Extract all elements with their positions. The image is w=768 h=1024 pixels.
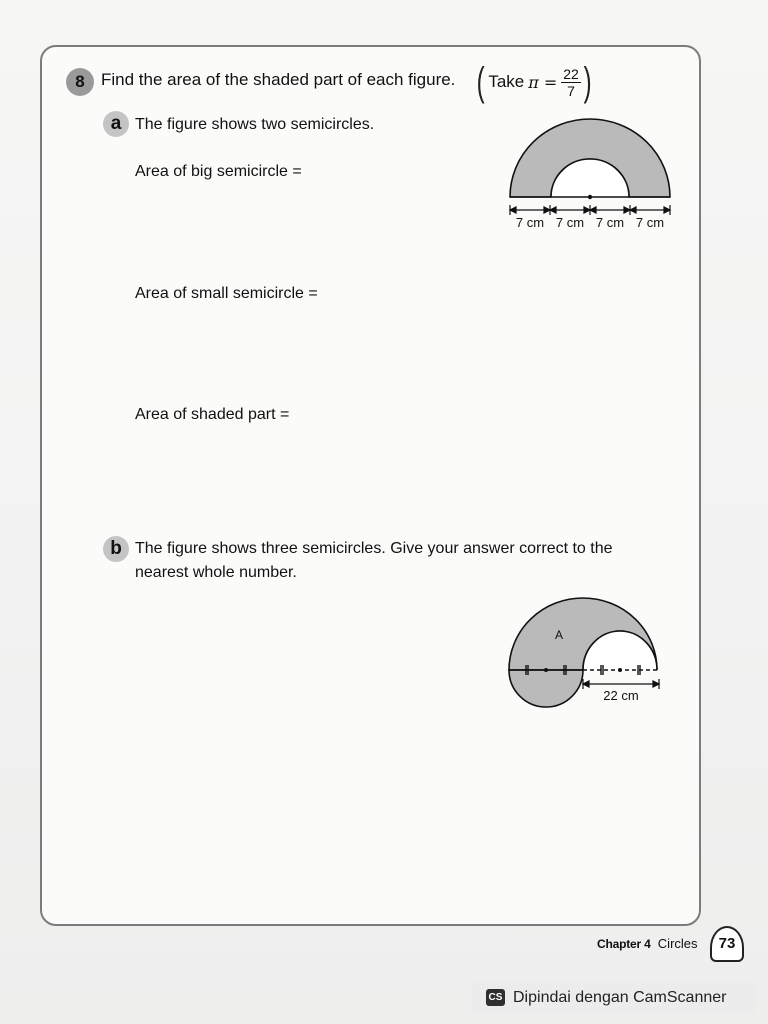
- pi-approximation-note: [474, 60, 594, 104]
- segment-label-4: 7 cm: [635, 215, 665, 230]
- question-text: Find the area of the shaded part of each figure.: [101, 70, 456, 89]
- centre-dot-big: [544, 668, 548, 672]
- chapter-footer: [597, 936, 698, 951]
- pi-numerator: 22: [563, 65, 579, 82]
- part-b-description-line2: nearest whole number.: [135, 564, 297, 581]
- region-label-a: A: [554, 628, 564, 642]
- right-parenthesis: ): [583, 60, 592, 104]
- part-a-label: a: [103, 111, 129, 137]
- part-a-figure: [500, 110, 680, 240]
- camscanner-icon: CS: [486, 989, 505, 1006]
- page-number: 73: [710, 926, 744, 962]
- scanner-watermark: [472, 982, 755, 1013]
- pi-equals: π =: [528, 72, 558, 92]
- centre-dot-small: [618, 668, 622, 672]
- question-number-badge: 8: [66, 68, 94, 96]
- part-b-label: b: [103, 536, 129, 562]
- length-label: 22 cm: [603, 688, 639, 703]
- scanner-text: Dipindai dengan CamScanner: [513, 988, 727, 1006]
- shaded-region-bottom: [509, 670, 583, 707]
- left-parenthesis: (: [476, 60, 485, 104]
- area-small-semicircle-line: Area of small semicircle =: [135, 285, 318, 302]
- segment-label-1: 7 cm: [515, 215, 545, 230]
- pi-denominator: 7: [567, 82, 575, 99]
- chapter-number: Chapter 4: [597, 937, 651, 951]
- part-b-description-line1: The figure shows three semicircles. Give your answer correct to the: [135, 540, 613, 557]
- area-big-semicircle-line: Area of big semicircle =: [135, 163, 302, 180]
- area-shaded-part-line: Area of shaded part =: [135, 406, 290, 423]
- centre-dot: [588, 195, 592, 199]
- segment-label-3: 7 cm: [595, 215, 625, 230]
- take-label: Take: [488, 72, 525, 91]
- pi-fraction: [561, 66, 581, 99]
- part-b-figure: [500, 590, 670, 720]
- dimension-line: [510, 205, 670, 215]
- part-a-description: The figure shows two semicircles.: [135, 116, 375, 133]
- chapter-title: Circles: [657, 936, 698, 951]
- segment-label-2: 7 cm: [555, 215, 585, 230]
